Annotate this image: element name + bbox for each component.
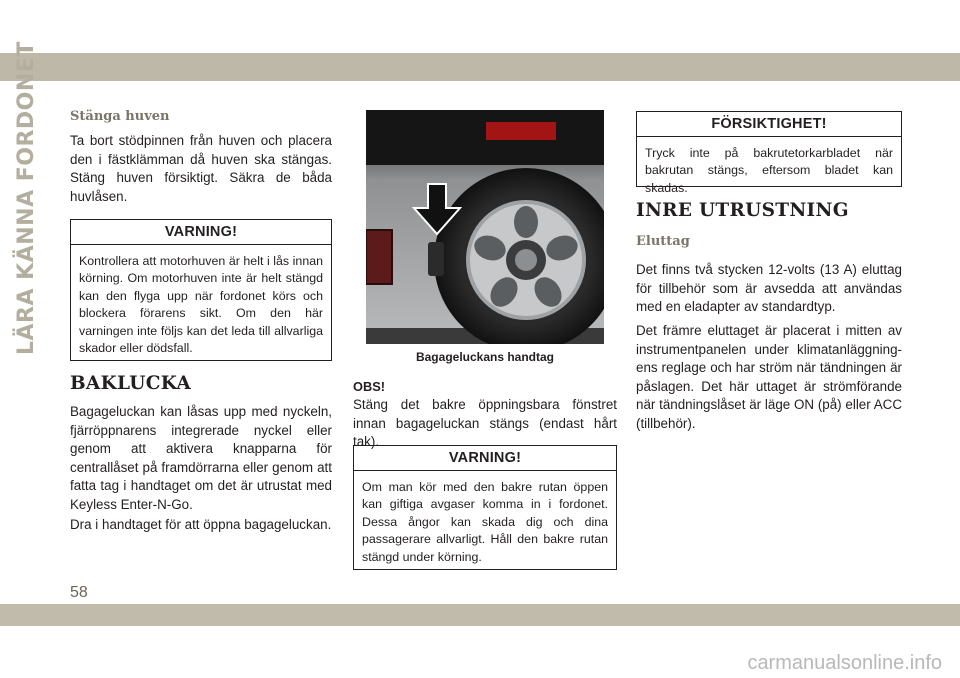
header-band	[0, 53, 960, 81]
liftgate-handle-figure	[366, 110, 604, 344]
warning-title: VARNING!	[354, 446, 616, 471]
caution-text: Tryck inte på bakrutetorkarbladet när bakrutan stängs, eftersom bladet kan skadas.	[645, 146, 893, 195]
close-hood-heading: Stänga huven	[70, 109, 170, 124]
outlets-text-2: Det främre eluttaget är placerat i mitten av instrumentpanelen under klimatanläggning-ens reglage och har ström när tändningen är påslagen. Det här uttaget är strömförande när tändningslåset är läge ON (på) eller ACC (tillbehör).	[636, 323, 902, 431]
liftgate-text-1: Bagageluckan kan låsas upp med nyckeln, fjärröppnarens integrerade nyckel eller genom att aktivera knapparna för centrallåset på framdörrarna eller genom att fatta tag i handtaget om det är utrustat med Keyless Enter-N-Go.	[70, 404, 332, 512]
close-hood-text: Ta bort stödpinnen från huven och placera den i fästklämman då huven ska stängas. Stäng huven försiktigt. Säkra de båda huvlåsen.	[70, 133, 332, 204]
warning-box-hood	[70, 219, 332, 361]
warning-text: Kontrollera att motorhuven är helt i lås innan körning. Om motorhuven inte är helt stängd kan den flyga upp när fordonet körs och blockera förarens sikt. Om den här varningen inte följs kan det leda till allvarliga skador eller dödsfall.	[79, 254, 323, 356]
chapter-side-label: LÄRA KÄNNA FORDONET	[14, 41, 39, 355]
figure-caption: Bagageluckans handtag	[415, 350, 555, 364]
liftgate-heading: BAKLUCKA	[70, 373, 192, 394]
warning-text: Om man kör med den bakre rutan öppen kan giftiga avgaser komma in i fordonet. Dessa ångor kan skada dig och dina passagerare allvarligt. Håll den bakre rutan stängd under körning.	[362, 480, 608, 564]
note-text: Stäng det bakre öppningsbara fönstret innan bagageluckan stängs (endast hårt tak).	[353, 397, 617, 450]
watermark: carmanualsonline.info	[747, 652, 942, 674]
outlets-text-1: Det finns två stycken 12-volts (13 A) eluttag för tillbehör som är avsedda att användas med en eladapter av standardtyp.	[636, 262, 902, 315]
warning-title: VARNING!	[71, 220, 331, 245]
outlets-heading: Eluttag	[636, 234, 690, 249]
liftgate-text-2: Dra i handtaget för att öppna bagageluckan.	[70, 517, 332, 532]
caution-title: FÖRSIKTIGHET!	[637, 112, 901, 137]
note-label: OBS!	[353, 379, 385, 394]
footer-band	[0, 604, 960, 626]
warning-box-window	[353, 445, 617, 570]
caution-box	[636, 111, 902, 195]
page-number: 58	[70, 584, 88, 601]
interior-heading: INRE UTRUSTNING	[636, 200, 849, 221]
